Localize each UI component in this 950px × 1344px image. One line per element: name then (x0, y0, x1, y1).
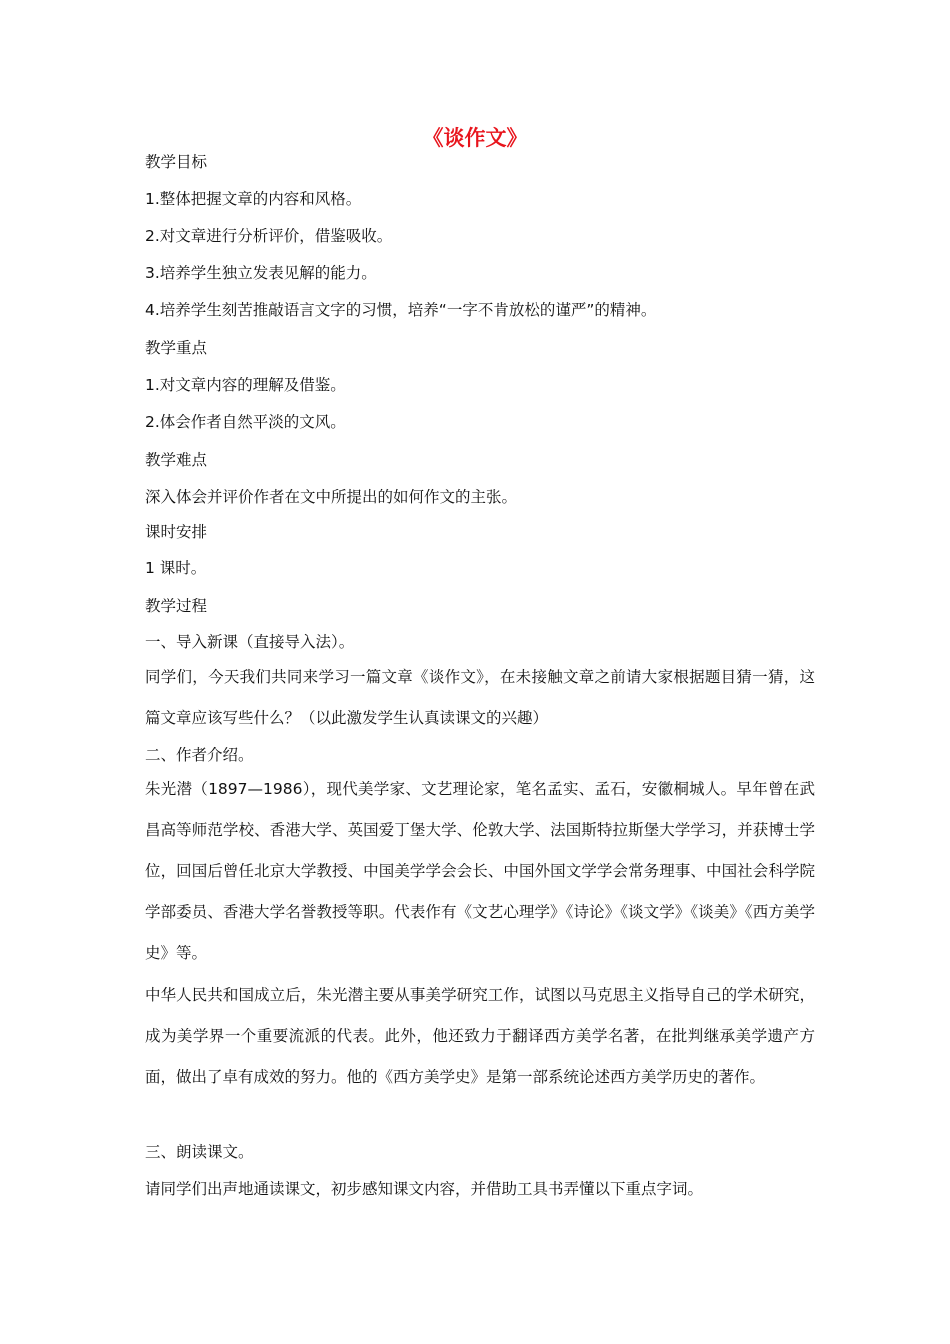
difficulties-heading: 教学难点 (145, 451, 208, 469)
key-point-item-2: 2.体会作者自然平淡的文风。 (145, 413, 346, 431)
step2-heading: 二、作者介绍。 (145, 746, 254, 764)
document-title: 《谈作文》 (422, 126, 528, 150)
step2-para1: 朱光潜（1897—1986），现代美学家、文艺理论家，笔名孟实、孟石，安徽桐城人。早年曾在武昌高等师范学校、香港大学、英国爱丁堡大学、伦敦大学、法国斯特拉斯堡大学学习，并获博士学位，回国后曾任北京大学教授、中国美学学会会长、中国外国文学学会常务理事、中国社会科学院学部委员、香港大学名誉教授等职。代表作有《文艺心理学》《诗论》《谈文学》《谈美》《西方美学史》等。 (145, 780, 815, 962)
difficulties-text: 深入体会并评价作者在文中所提出的如何作文的主张。 (145, 488, 518, 506)
objective-item-1: 1.整体把握文章的内容和风格。 (145, 190, 362, 208)
step1-heading: 一、导入新课（直接导入法）。 (145, 633, 355, 651)
key-point-item-1: 1.对文章内容的理解及借鉴。 (145, 376, 346, 394)
objective-item-4: 4.培养学生刻苦推敲语言文字的习惯，培养“一字不肯放松的谨严”的精神。 (145, 301, 657, 319)
step3-heading: 三、朗读课文。 (145, 1143, 254, 1161)
schedule-heading: 课时安排 (145, 523, 208, 541)
objective-item-3: 3.培养学生独立发表见解的能力。 (145, 264, 377, 282)
key-points-heading: 教学重点 (145, 339, 208, 357)
schedule-text: 1 课时。 (145, 559, 207, 577)
objectives-heading: 教学目标 (145, 153, 208, 171)
step2-para2: 中华人民共和国成立后，朱光潜主要从事美学研究工作，试图以马克思主义指导自己的学术研究，成为美学界一个重要流派的代表。此外，他还致力于翻译西方美学名著，在批判继承美学遗产方面，做出了卓有成效的努力。他的《西方美学史》是第一部系统论述西方美学历史的著作。 (145, 986, 815, 1086)
objective-item-2: 2.对文章进行分析评价，借鉴吸收。 (145, 227, 393, 245)
step1-text: 同学们，今天我们共同来学习一篇文章《谈作文》，在未接触文章之前请大家根据题目猜一猜，这篇文章应该写些什么？（以此激发学生认真读课文的兴趣） (145, 668, 815, 727)
step3-text: 请同学们出声地通读课文，初步感知课文内容，并借助工具书弄懂以下重点字词。 (145, 1180, 704, 1198)
process-heading: 教学过程 (145, 597, 208, 615)
